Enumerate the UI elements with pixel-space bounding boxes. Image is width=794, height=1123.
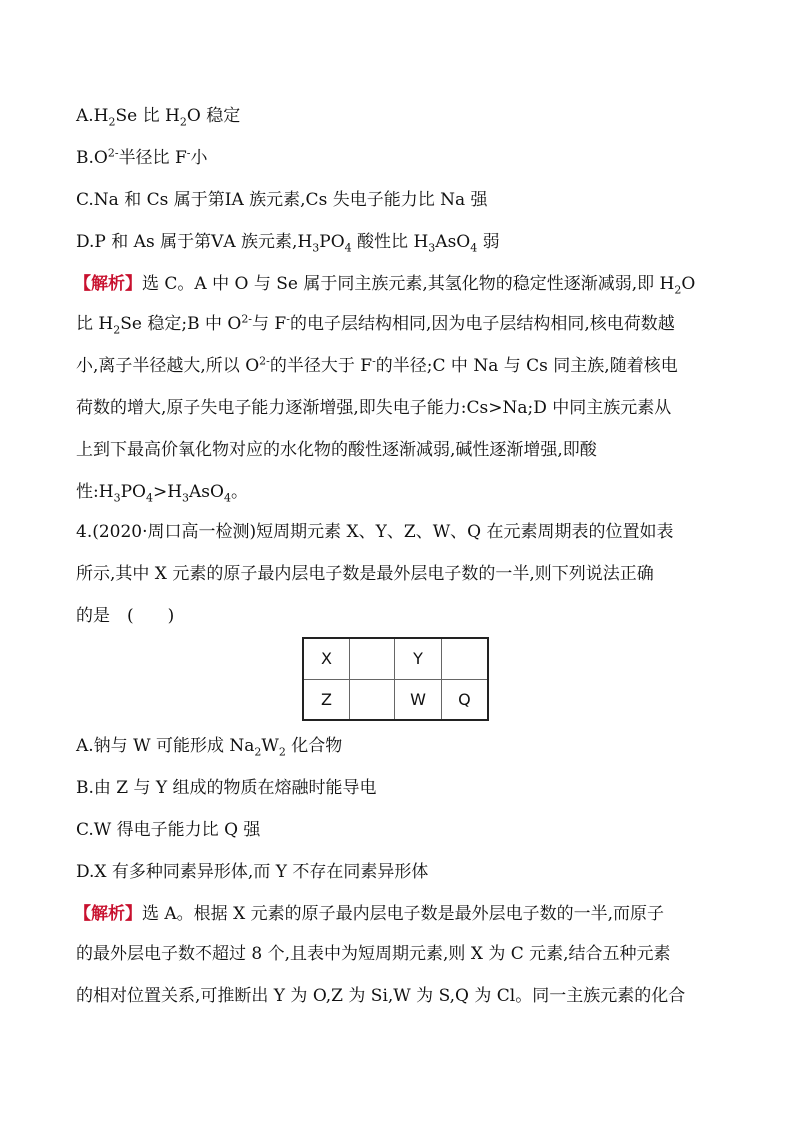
q3-option-c: C.Na 和 Cs 属于第ⅠA 族元素,Cs 失电子能力比 Na 强 <box>76 190 488 210</box>
table-cell: X <box>303 638 350 679</box>
q4-option-d: D.X 有多种同素异形体,而 Y 不存在同素异形体 <box>76 862 429 882</box>
q4-option-c: C.W 得电子能力比 Q 强 <box>76 820 261 840</box>
q4-stem-line-3: 的是 ( ) <box>76 606 175 626</box>
table-cell <box>350 638 395 679</box>
q3-analysis-line-4: 荷数的增大,原子失电子能力逐渐增强,即失电子能力:Cs>Na;D 中同主族元素从 <box>76 398 672 418</box>
table-row <box>303 679 488 720</box>
q3-analysis-line-1: 【解析】选 C。A 中 O 与 Se 属于同主族元素,其氢化物的稳定性逐渐减弱,即 $H_2O$ <box>74 274 696 297</box>
table-cell: W <box>395 679 441 720</box>
table-cell <box>441 638 488 679</box>
table-row <box>303 638 488 679</box>
q4-stem-line-1: 4.(2020·周口高一检测)短周期元素 X、Y、Z、W、Q 在元素周期表的位置如表 <box>76 522 674 542</box>
q3-analysis-line-5: 上到下最高价氧化物对应的水化物的酸性逐渐减弱,碱性逐渐增强,即酸 <box>76 440 597 460</box>
q4-option-b: B.由 Z 与 Y 组成的物质在熔融时能导电 <box>76 778 377 798</box>
q3-analysis-line-6: 性$:H_3PO_4>H_3AsO_4$。 <box>76 482 248 505</box>
q3-option-b: $B.O^{2-}$半径比 F-小 <box>76 146 208 168</box>
table-cell <box>350 679 395 720</box>
periodic-table-fragment <box>302 637 489 721</box>
q4-option-a: A.钠与 W 可能形成 $Na_2W_2$ 化合物 <box>76 736 343 759</box>
q3-analysis-line-3: 小,离子半径越大,所以 $O^{2-}$的半径大于 F-的半径;C 中 Na 与 Cs 同主族,随着核电 <box>76 354 678 376</box>
q4-analysis-line-3: 的相对位置关系,可推断出 Y 为 O,Z 为 Si,W 为 S,Q 为 Cl。同一主族元素的化合 <box>76 986 686 1006</box>
q3-analysis-line-2: 比 $H_2Se$ 稳定;B 中 $O^{2-}$与 F-的电子层结构相同,因为电子层结构相同,核电荷数越 <box>76 312 675 337</box>
table-cell: Y <box>395 638 441 679</box>
q3-option-a: $A.H_2Se$ 比 $H_2O$ 稳定 <box>76 106 241 129</box>
q4-stem-line-2: 所示,其中 X 元素的原子最内层电子数是最外层电子数的一半,则下列说法正确 <box>76 564 654 584</box>
q4-analysis-line-2: 的最外层电子数不超过 8 个,且表中为短周期元素,则 X 为 C 元素,结合五种元素 <box>76 944 671 964</box>
analysis-tag: 【解析】 <box>74 904 142 924</box>
q4-analysis-line-1: 【解析】选 A。根据 X 元素的原子最内层电子数是最外层电子数的一半,而原子 <box>74 904 664 924</box>
table-cell: Z <box>303 679 350 720</box>
analysis-tag: 【解析】 <box>74 274 142 294</box>
q3-option-d: D.P 和 As 属于第ⅤA 族元素$,H_3PO_4$ 酸性比 $H_3AsO_4$ 弱 <box>76 232 500 255</box>
table-cell: Q <box>441 679 488 720</box>
